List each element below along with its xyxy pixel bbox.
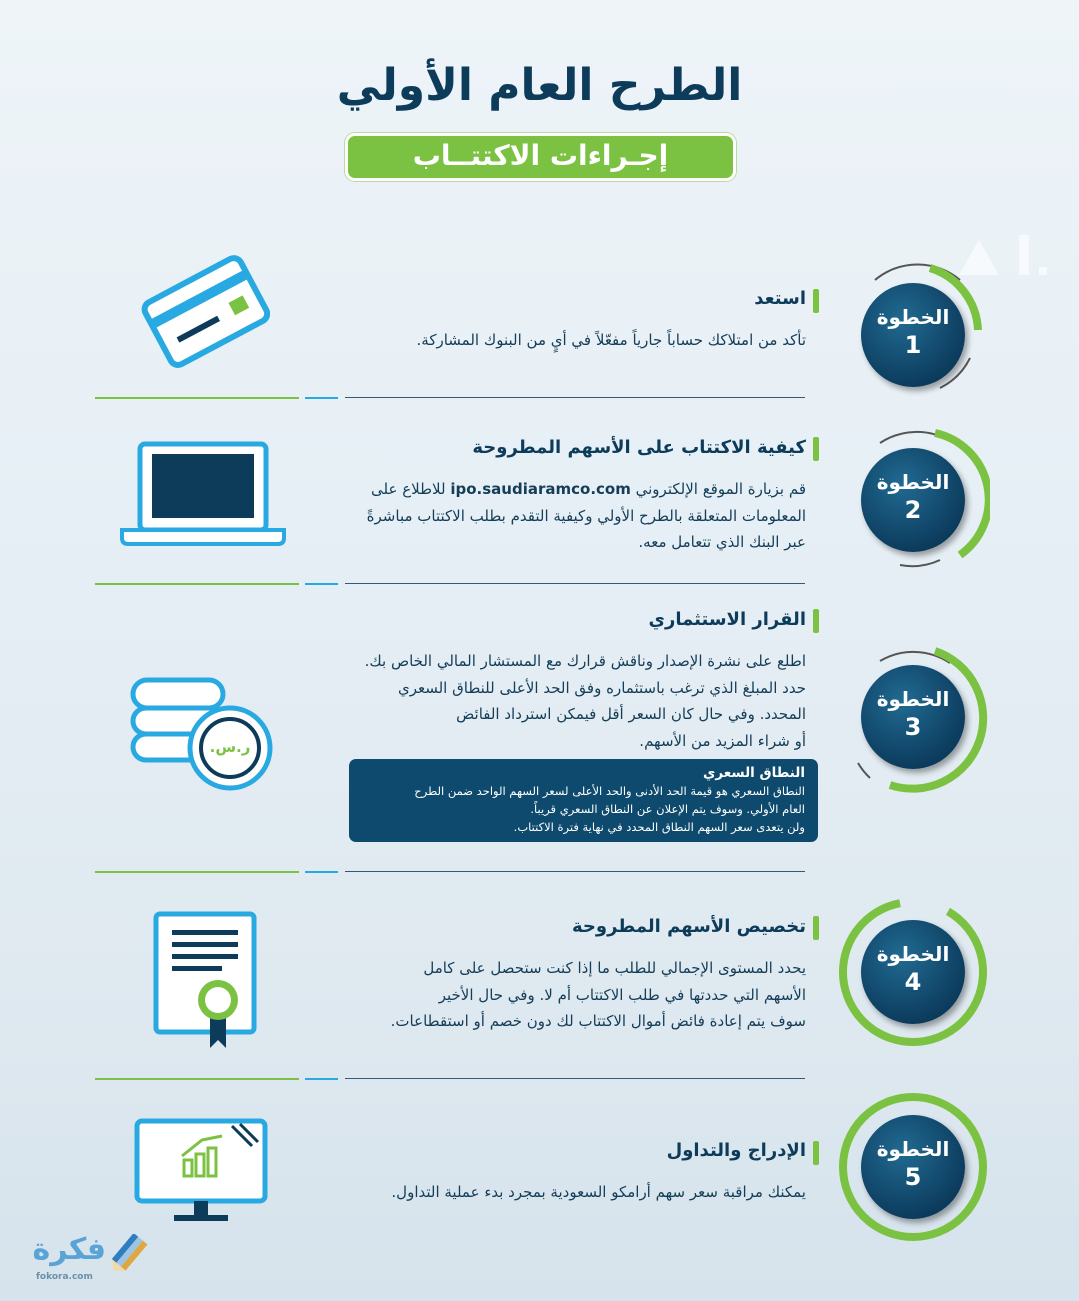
divider xyxy=(345,583,805,584)
page-title: الطرح العام الأولي xyxy=(336,60,743,111)
step-5-heading: الإدراج والتداول xyxy=(666,1140,806,1161)
divider xyxy=(95,871,299,873)
laptop-icon xyxy=(118,440,288,550)
heading-accent xyxy=(813,1141,819,1165)
divider xyxy=(345,1078,805,1079)
step-3-body: اطلع على نشرة الإصدار وناقش قرارك مع المستشار المالي الخاص بك. حدد المبلغ الذي ترغب باستثماره وفق الحد الأعلى للنطاق السعري المحدد. وفي حال كان السعر أقل فيمكن استرداد الفائض أو شراء المزيد من الأسهم. xyxy=(364,652,806,750)
certificate-icon xyxy=(152,910,260,1052)
heading-accent xyxy=(813,916,819,940)
currency-label: ر.س. xyxy=(209,738,251,756)
logo-name: فكرة xyxy=(32,1232,106,1267)
subtitle-banner: إجـراءات الاكتتــاب xyxy=(345,133,736,181)
website-link[interactable]: ipo.saudiaramco.com xyxy=(450,480,631,498)
step-5-body: يمكنك مراقبة سعر سهم أرامكو السعودية بمجرد بدء عملية التداول. xyxy=(391,1183,806,1201)
divider xyxy=(305,397,338,399)
step-1-heading: استعد xyxy=(754,288,806,309)
heading-accent xyxy=(813,609,819,633)
pencil-icon xyxy=(110,1234,150,1278)
heading-accent xyxy=(813,289,819,313)
divider xyxy=(95,583,299,585)
coins-riyal-icon xyxy=(128,672,278,797)
divider xyxy=(345,871,805,872)
logo-domain: fokora.com xyxy=(36,1272,93,1282)
price-range-note: النطاق السعري النطاق السعري هو قيمة الحد الأدنى والحد الأعلى لسعر السهم الواحد ضمن الطرح العام الأولي. وسوف يتم الإعلان عن النطاق السعري قريباً. ولن يتعدى سعر السهم النطاق المحدد في نهاية فترة الاكتتاب. xyxy=(349,759,818,842)
divider xyxy=(305,583,338,585)
credit-card-icon xyxy=(140,255,270,370)
divider xyxy=(345,397,805,398)
step-3-heading: القرار الاستثماري xyxy=(648,609,806,630)
step-2-body: قم بزيارة الموقع الإلكتروني ipo.saudiaramco.com للاطلاع على المعلومات المتعلقة بالطرح الأولي وكيفية التقدم بطلب الاكتتاب مباشرةً عبر البنك الذي تتعامل معه. xyxy=(366,480,806,551)
monitor-chart-icon xyxy=(132,1118,272,1228)
step-2-heading: كيفية الاكتتاب على الأسهم المطروحة xyxy=(472,437,806,458)
divider xyxy=(305,1078,338,1080)
divider xyxy=(305,871,338,873)
step-badge-1: الخطوة 1 xyxy=(861,283,965,387)
step-4-heading: تخصيص الأسهم المطروحة xyxy=(572,916,806,937)
fekra-logo xyxy=(6,1232,156,1292)
step-badge-5: الخطوة 5 xyxy=(861,1115,965,1219)
step-badge-3: الخطوة 3 xyxy=(861,665,965,769)
heading-accent xyxy=(813,437,819,461)
divider xyxy=(95,1078,299,1080)
step-badge-4: الخطوة 4 xyxy=(861,920,965,1024)
step-badge-2: الخطوة 2 xyxy=(861,448,965,552)
step-4-body: يحدد المستوى الإجمالي للطلب ما إذا كنت ستحصل على كامل الأسهم التي حددتها في طلب الاكتتاب أم لا. وفي حال الأخير سوف يتم إعادة فائض أموال الاكتتاب لك دون خصم أو استقطاعات. xyxy=(390,959,806,1030)
divider xyxy=(95,397,299,399)
step-1-body: تأكد من امتلاكك حساباً جارياً مفعّلاً في أيٍ من البنوك المشاركة. xyxy=(416,331,806,349)
